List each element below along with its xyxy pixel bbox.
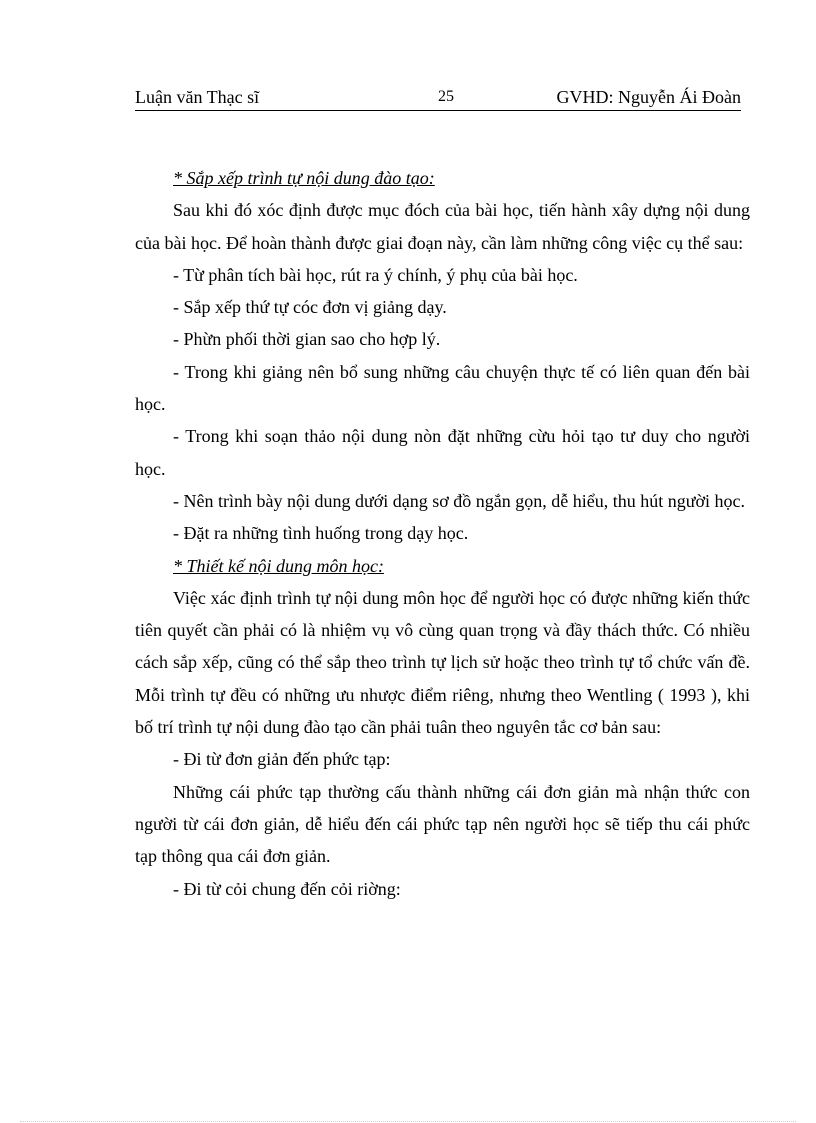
paragraph: Sau khi đó xóc định được mục đóch của bài học, tiến hành xây dựng nội dung của bài học. Để hoàn thành được giai đoạn này, cần làm những công việc cụ thể sau:	[135, 200, 750, 253]
bullet-item: - Phừn phối thời gian sao cho hợp lý.	[173, 329, 441, 350]
header-thesis-title: Luận văn Thạc sĩ	[135, 87, 260, 107]
header-supervisor: GVHD: Nguyễn Ái Đoàn	[556, 87, 741, 107]
bullet-item: - Đặt ra những tình huống trong dạy học.	[173, 523, 469, 544]
section-heading-course-design: * Thiết kế nội dung môn học:	[173, 555, 384, 576]
bullet-item: - Đi từ cỏi chung đến cỏi riờng:	[173, 878, 401, 899]
bullet-item: - Trong khi giảng nên bổ sung những câu chuyện thực tế có liên quan đến bài học.	[135, 361, 750, 415]
section-heading-content-order: * Sắp xếp trình tự nội dung đào tạo:	[173, 168, 435, 188]
page-bottom-divider	[20, 1121, 796, 1122]
bullet-item: - Sắp xếp thứ tự cóc đơn vị giảng dạy.	[173, 297, 447, 318]
bullet-item: - Nên trình bày nội dung dưới dạng sơ đồ ngắn gọn, dễ hiểu, thu hút người học.	[173, 490, 745, 511]
paragraph: Những cái phức tạp thường cấu thành những cái đơn giản mà nhận thức con người từ cái đơn giản, dễ hiểu đến cái phức tạp nên người học sẽ tiếp thu cái phức tạp thông qua cái đơn giản.	[135, 781, 750, 867]
page-header	[135, 86, 741, 111]
document-body	[135, 162, 750, 905]
bullet-item: - Từ phân tích bài học, rút ra ý chính, ý phụ của bài học.	[173, 264, 578, 285]
paragraph: Việc xác định trình tự nội dung môn học để người học có được những kiến thức tiên quyết cần phải có là nhiệm vụ vô cùng quan trọng và đầy thách thức. Có nhiều cách sắp xếp, cũng có thể sắp theo trình tự lịch sử hoặc theo trình tự tổ chức vấn đề. Mỗi trình tự đều có những ưu nhược điểm riêng, nhưng theo Wentling ( 1993 ), khi bố trí trình tự nội dung đào tạo cần phải tuân theo nguyên tắc cơ bản sau:	[135, 587, 750, 738]
bullet-item: - Trong khi soạn thảo nội dung nòn đặt những cừu hỏi tạo tư duy cho người học.	[135, 426, 750, 479]
header-page-number: 25	[438, 88, 454, 105]
bullet-item: - Đi từ đơn giản đến phức tạp:	[173, 749, 391, 770]
